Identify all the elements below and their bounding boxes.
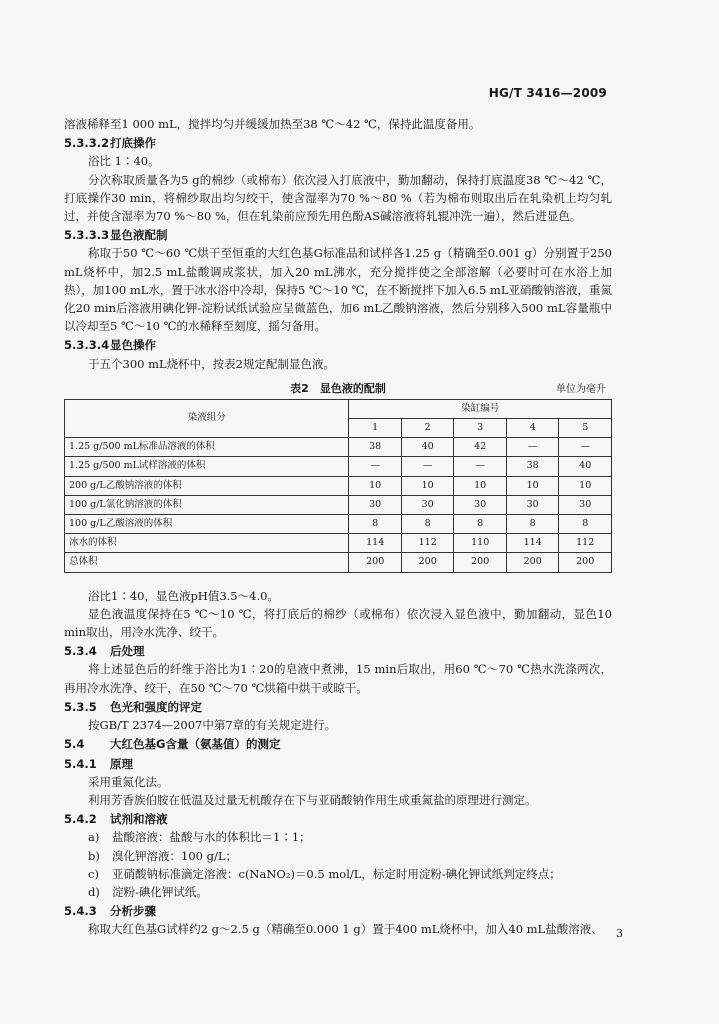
- paragraph: 浴比1∶40，显色液pH值3.5～4.0。: [88, 588, 279, 603]
- intro-line: 溶液稀释至1 000 mL，搅拌均匀并缓缓加热至38 ℃～42 ℃，保持此温度备用。: [64, 117, 481, 131]
- table-cell: —: [559, 438, 612, 457]
- section-title: 后处理: [110, 644, 145, 659]
- table-row: [65, 515, 612, 534]
- table-title: 表2 显色液的配制: [290, 381, 386, 395]
- list-marker: a): [88, 830, 100, 845]
- paragraph: 称取于50 ℃～60 ℃烘干至恒重的大红色基G标准品和试样各1.25 g（精确至0.001 g）分别置于250 mL烧杯中，加2.5 mL盐酸调成浆状，加入20 mL沸水，充分搅拌使之全部溶解（必要时可在水浴上加热），加100 mL水，置于冰水浴中冷却，保持5 ℃～10 ℃，在不断搅拌下加入6.5 mL亚硝酸钠溶液，重氮化20 min后溶液用碘化钾-淀粉试纸试验应呈微蓝色，加6 mL乙酸钠溶液，然后分别移入500 mL容量瓶中以冷却至5 ℃～10 ℃的水稀释至刻度，摇匀备用。: [64, 246, 612, 334]
- table-cell: 10: [506, 476, 559, 495]
- table-cell: 30: [401, 495, 454, 514]
- table-cell: 200: [454, 553, 507, 572]
- table-cell: 38: [349, 438, 402, 457]
- table-row: [65, 534, 612, 553]
- list-marker: c): [88, 866, 99, 881]
- table-cell: —: [506, 438, 559, 457]
- list-text: 淀粉-碘化钾试纸。: [112, 884, 208, 899]
- section-title: 大红色基G含量（氨基值）的测定: [110, 737, 281, 752]
- table-cell: 114: [506, 534, 559, 553]
- section-5-3-3-4-heading: [64, 336, 612, 354]
- table-cell: 8: [454, 515, 507, 534]
- row-label: 1.25 g/500 mL试样溶液的体积: [65, 457, 349, 476]
- reagent-list: [64, 828, 612, 901]
- paragraph: 分次称取质量各为5 g的棉纱（或棉布）依次浸入打底液中，勤加翻动，保持打底温度38 ℃～42 ℃，打底操作30 min，将棉纱取出均匀绞干，使含湿率为70 %～80 %（若为棉布则取出后在轧染机上均匀轧过，并使含湿率为70 %～80 %，但在轧染前应预先用色酚AS碱溶液将轧辊冲洗一遍），然后进显色。: [64, 172, 612, 224]
- table-cell: 8: [506, 515, 559, 534]
- section-5-3-5-heading: [64, 698, 612, 716]
- table-cell: 200: [349, 553, 402, 572]
- row-label: 总体积: [65, 553, 349, 572]
- section-title: 打底操作: [110, 136, 156, 151]
- row-label: 100 g/L乙酸溶液的体积: [65, 515, 349, 534]
- table-cell: 40: [559, 457, 612, 476]
- list-item: [64, 828, 612, 846]
- table-cell: 40: [401, 438, 454, 457]
- table-cell: 10: [349, 476, 402, 495]
- paragraph: 将上述显色后的纤维于浴比为1∶20的皂液中煮沸，15 min后取出，用60 ℃～70 ℃热水洗涤两次，再用冷水洗净、绞干，在50 ℃～70 ℃烘箱中烘干或晾干。: [64, 662, 612, 695]
- vat-number-5: 5: [559, 419, 612, 438]
- paragraph: 于五个300 mL烧杯中，按表2规定配制显色液。: [88, 356, 335, 371]
- paragraph: 显色液温度保持在5 ℃～10 ℃，将打底后的棉纱（或棉布）依次浸入显色液中，勤加翻动，显色10 min取出，用冷水洗净、绞干。: [64, 606, 612, 640]
- row-label: 冰水的体积: [65, 534, 349, 553]
- column-header-components: 染液组分: [65, 399, 349, 437]
- table-row: [65, 476, 612, 495]
- list-marker: b): [88, 848, 100, 863]
- section-title: 显色操作: [110, 338, 156, 353]
- section-title: 原理: [110, 756, 133, 771]
- vat-number-4: 4: [506, 419, 559, 438]
- table-cell: 200: [559, 553, 612, 572]
- section-title: 色光和强度的评定: [110, 699, 202, 714]
- main-content: [64, 115, 612, 939]
- section-number: 5.3.4: [64, 644, 97, 659]
- table-cell: 200: [401, 553, 454, 572]
- section-number: 5.3.5: [64, 699, 97, 714]
- table-cell: 112: [401, 534, 454, 553]
- paragraph: 浴比 1∶40。: [88, 154, 160, 169]
- table-cell: 30: [506, 495, 559, 514]
- section-5-4-3-heading: [64, 902, 612, 920]
- section-title: 试剂和溶液: [110, 812, 168, 827]
- table-unit: 单位为毫升: [556, 383, 606, 395]
- row-label: 1.25 g/500 mL标准品溶液的体积: [65, 438, 349, 457]
- section-5-4-2-heading: [64, 810, 612, 828]
- table-row: [65, 457, 612, 476]
- table-cell: 112: [559, 534, 612, 553]
- table-header-row: [65, 399, 612, 418]
- table-cell: —: [349, 457, 402, 476]
- list-item: [64, 883, 612, 901]
- section-number: 5.4.1: [64, 756, 97, 771]
- section-number: 5.3.3.3: [64, 228, 110, 243]
- list-item: [64, 847, 612, 865]
- table-row: [65, 438, 612, 457]
- vat-number-1: 1: [349, 419, 402, 438]
- table-caption: [64, 377, 612, 399]
- standard-number: HG/T 3416—2009: [488, 86, 607, 100]
- paragraph: 称取大红色基G试样约2 g～2.5 g（精确至0.000 1 g）置于400 mL烧杯中，加入40 mL盐酸溶液、: [88, 922, 603, 937]
- list-item: [64, 865, 612, 883]
- table-cell: 10: [401, 476, 454, 495]
- paragraph: 采用重氮化法。: [88, 774, 169, 789]
- paragraph: 利用芳香族伯胺在低温及过量无机酸存在下与亚硝酸钠作用生成重氮盐的原理进行测定。: [88, 792, 537, 807]
- table-cell: 42: [454, 438, 507, 457]
- section-5-4-1-heading: [64, 755, 612, 773]
- table-cell: 10: [559, 476, 612, 495]
- table-cell: —: [454, 457, 507, 476]
- vat-number-3: 3: [454, 419, 507, 438]
- section-number: 5.4.2: [64, 812, 97, 827]
- table-cell: 38: [506, 457, 559, 476]
- dye-solution-table: [64, 399, 612, 573]
- table-cell: 30: [349, 495, 402, 514]
- section-title: 显色液配制: [110, 228, 168, 243]
- section-number: 5.4: [64, 737, 85, 752]
- paragraph: 按GB/T 2374—2007中第7章的有关规定进行。: [88, 718, 337, 733]
- section-5-3-4-heading: [64, 642, 612, 660]
- table-cell: 200: [506, 553, 559, 572]
- table-row: [65, 553, 612, 572]
- list-text: 溴化钾溶液：100 g/L；: [112, 848, 237, 863]
- list-text: 亚硝酸钠标准滴定溶液：c(NaNO₂)＝0.5 mol/L，标定时用淀粉-碘化钾试纸判定终点；: [112, 866, 561, 881]
- row-label: 200 g/L乙酸钠溶液的体积: [65, 476, 349, 495]
- page-number: 3: [616, 927, 623, 940]
- section-5-3-3-2-heading: [64, 134, 612, 152]
- table-cell: 10: [454, 476, 507, 495]
- list-text: 盐酸溶液：盐酸与水的体积比＝1∶1；: [112, 830, 311, 845]
- column-header-vat-number: 染缸编号: [349, 399, 612, 418]
- list-marker: d): [88, 884, 100, 899]
- table-cell: 30: [559, 495, 612, 514]
- row-label: 100 g/L氯化钠溶液的体积: [65, 495, 349, 514]
- table-row: [65, 495, 612, 514]
- table-cell: 8: [559, 515, 612, 534]
- section-5-4-heading: [64, 735, 612, 753]
- section-number: 5.3.3.4: [64, 338, 110, 353]
- section-title: 分析步骤: [110, 904, 156, 919]
- table-cell: 110: [454, 534, 507, 553]
- table-cell: 8: [401, 515, 454, 534]
- table-cell: 30: [454, 495, 507, 514]
- section-number: 5.3.3.2: [64, 136, 110, 151]
- section-number: 5.4.3: [64, 904, 97, 919]
- section-5-3-3-3-heading: [64, 226, 612, 244]
- table-cell: 8: [349, 515, 402, 534]
- table-cell: —: [401, 457, 454, 476]
- table-body: [65, 438, 612, 572]
- table-cell: 114: [349, 534, 402, 553]
- vat-number-2: 2: [401, 419, 454, 438]
